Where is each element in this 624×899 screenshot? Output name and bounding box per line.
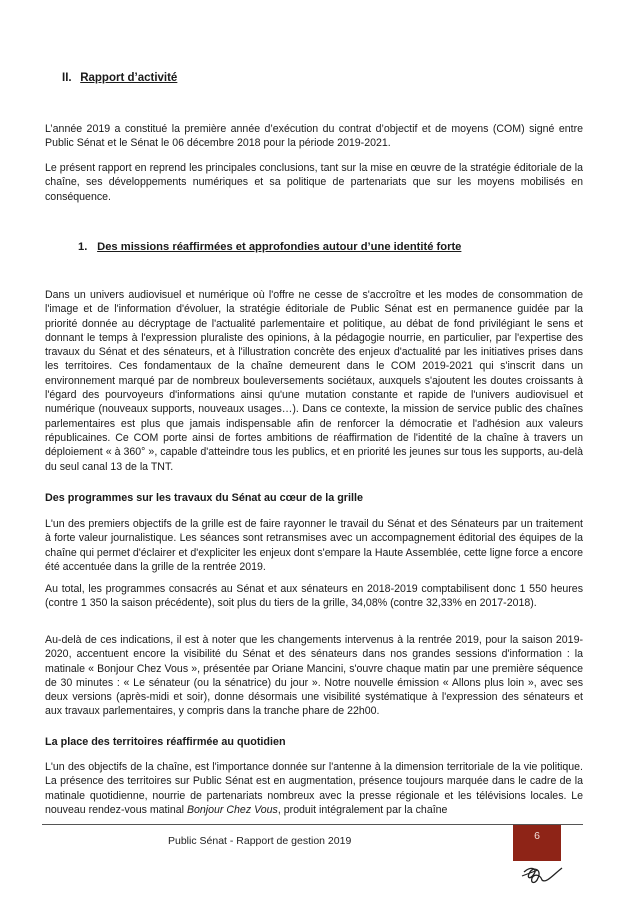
intro-paragraph-1: L’année 2019 a constitué la première année d’exécution du contrat d’objectif et de moyens (COM) signé entre Public Sénat et le Sénat le 06 décembre 2018 pour la période 2019-2021. bbox=[45, 123, 583, 150]
territoires-heading: La place des territoires réaffirmée au quotidien bbox=[45, 736, 286, 748]
territoires-emission-title: Bonjour Chez Vous bbox=[186, 803, 278, 816]
programmes-heading: Des programmes sur les travaux du Sénat au cœur de la grille bbox=[45, 492, 364, 504]
subsection-title: Des missions réaffirmées et approfondies autour d’une identité forte bbox=[97, 241, 462, 253]
programmes-paragraph-1: L'un des premiers objectifs de la grille est de faire rayonner le travail du Sénat et des Sénateurs par un traitement à forte valeur journalistique. Les séances sont retransmises avec un accompagnement éditorial des équipes de la chaîne qui permet d'éclairer et d'expliciter les enjeux dont s'empare la Haute Assemblée, cette ligne force a encore été accentuée dans la grille de la rentrée 2019. bbox=[45, 518, 583, 573]
programmes-paragraph-3: Au-delà de ces indications, il est à noter que les changements intervenus à la rentrée 2019, pour la saison 2019-2020, accentuent encore la visibilité du Sénat et des sénateurs dans nos grandes sessions d'information : la matinale « Bonjour Chez Vous », présentée par Oriane Mancini, s'ouvre chaque matin par une première séquence de 30 minutes : « Le sénateur (ou la sénatrice) du jour ». Notre nouvelle émission « Allons plus loin », avec ses deux versions (après-midi et soir), donne désormais une visibilité systématique à l'expression des sénateurs et aux travaux parlementaires, y compris dans la tranche phare de 22h00. bbox=[45, 634, 583, 718]
territoires-paragraph bbox=[45, 760, 583, 817]
subsection-number: 1. bbox=[78, 241, 88, 253]
territoires-text-end: , produit intégralement par la chaîne bbox=[277, 803, 448, 816]
subsection-heading bbox=[78, 241, 461, 253]
signature-initials-icon bbox=[520, 862, 564, 890]
territoires-text-start: L'un des objectifs de la chaîne, est l'importance donnée sur l'antenne à la dimension territoriale de la vie politique. La présence des territoires sur Public Sénat est en augmentation, présence toujours marquée dans le cadre de la matinale quotidienne, nourrie de partenariats nombreux avec la presse régionale et les télévisions locales. Le nouveau rendez-vous matinal bbox=[45, 761, 583, 816]
page-number-badge bbox=[513, 825, 561, 861]
footer-title: Public Sénat - Rapport de gestion 2019 bbox=[168, 835, 352, 847]
missions-paragraph: Dans un univers audiovisuel et numérique où l'offre ne cesse de s'accroître et les modes de consommation de l'image et de l'information d'évoluer, la stratégie éditoriale de Public Sénat est en permanence guidée par la priorité donnée au décryptage de l'actualité parlementaire et politique, au débat de fond privilégiant le sens et donnant le temps à l'expression pluraliste des opinions, à la pédagogie nourrie, en particulier, par l'expertise des travaux du Sénat et des sénateurs, et à l'illustration concrète des enjeux d'actualité par les initiatives prises dans les territoires. Ces fondamentaux de la chaîne demeurent dans le COM 2019-2021 qui s'inscrit dans un environnement marqué par de nombreux bouleversements sociétaux, auxquels s'ajoutent les doutes croissants à l'égard des pourvoyeurs d'informations ainsi qu'une mutation constante et rapide de l'univers audiovisuel et numérique (nouveaux supports, nouveaux usages…). Dans ce contexte, la mission de service public des chaînes parlementaires est plus que jamais indispensable afin de renforcer la démocratie et l'adhésion aux valeurs républicaines. Ce COM porte ainsi de fortes ambitions de réaffirmation de l'identité de la chaîne à travers un déploiement « à 360° », capable d'atteindre tous les publics, et en priorité les jeunes sur tous les supports, au-delà du seul canal 13 de la TNT. bbox=[45, 289, 583, 473]
section-heading bbox=[62, 72, 177, 84]
intro-paragraph-2: Le présent rapport en reprend les principales conclusions, tant sur la mise en œuvre de la stratégie éditoriale de la chaîne, ses développements numériques et sa politique de partenariats que sur les moyens mobilisés en conséquence. bbox=[45, 162, 583, 203]
section-title: Rapport d’activité bbox=[80, 72, 178, 84]
footer-divider bbox=[42, 824, 583, 825]
programmes-paragraph-2: Au total, les programmes consacrés au Sénat et aux sénateurs en 2018-2019 comptabilisent donc 1 550 heures (contre 1 350 la saison précédente), soit plus du tiers de la grille, 34,08% (contre 32,33% en 2017-2018). bbox=[45, 583, 583, 610]
section-number: II. bbox=[62, 72, 72, 84]
page-number: 6 bbox=[534, 830, 540, 842]
